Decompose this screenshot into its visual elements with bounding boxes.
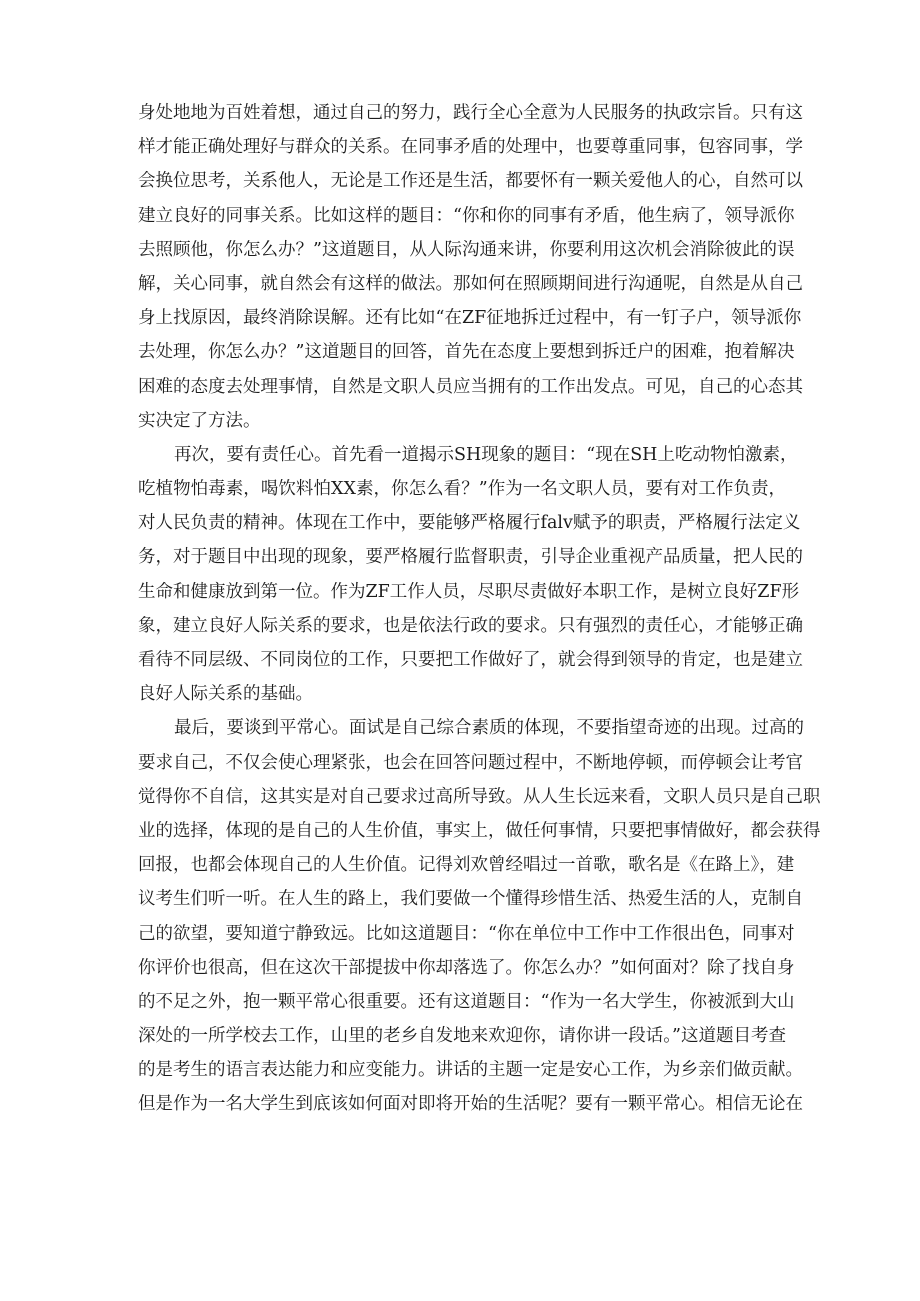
paragraph-line: 再次，要有责任心。首先看一道揭示SH现象的题目：“现在SH上吃动物怕激素， (174, 444, 798, 465)
paragraph-line: 议考生们听一听。在人生的路上，我们要做一个懂得珍惜生活、热爱生活的人，克制自 (138, 889, 803, 910)
paragraph-line: 务，对于题目中出现的现象，要严格履行监督职责，引导企业重视产品质量，把人民的 (138, 547, 803, 568)
paragraph-line: 生命和健康放到第一位。作为ZF工作人员，尽职尽责做好本职工作，是树立良好ZF形 (138, 581, 800, 602)
paragraph-line: 去照顾他，你怎么办？”这道题目，从人际沟通来讲，你要利用这次机会消除彼此的误 (138, 239, 795, 260)
paragraph-line: 的是考生的语言表达能力和应变能力。讲话的主题一定是安心工作，为乡亲们做贡献。 (138, 1060, 803, 1081)
paragraph-line: 但是作为一名大学生到底该如何面对即将开始的生活呢？要有一颗平常心。相信无论在 (138, 1094, 803, 1115)
paragraph-line: 解，关心同事，就自然会有这样的做法。那如何在照顾期间进行沟通呢，自然是从自己 (138, 273, 803, 294)
paragraph-line: 对人民负责的精神。体现在工作中，要能够严格履行falv赋予的职责，严格履行法定义 (138, 513, 801, 534)
paragraph-line: 建立良好的同事关系。比如这样的题目：“你和你的同事有矛盾，他生病了，领导派你 (138, 205, 795, 226)
paragraph-line: 良好人际关系的基础。 (138, 684, 313, 705)
paragraph-line: 困难的态度去处理事情，自然是文职人员应当拥有的工作出发点。可见，自己的心态其 (138, 376, 803, 397)
paragraph-3 (138, 711, 821, 1121)
paragraph-line: 身上找原因，最终消除误解。还有比如“在ZF征地拆迁过程中，有一钉子户，领导派你 (138, 308, 802, 329)
paragraph-line: 觉得你不自信，这其实是对自己要求过高所导致。从人生长远来看，文职人员只是自己职 (138, 786, 821, 807)
paragraph-line: 最后，要谈到平常心。面试是自己综合素质的体现，不要指望奇迹的出现。过高的 (174, 718, 804, 739)
paragraph-line: 回报，也都会体现自己的人生价值。记得刘欢曾经唱过一首歌，歌名是《在路上》，建 (138, 855, 795, 876)
paragraph-line: 吃植物怕毒素，喝饮料怕XX素，你怎么看？”作为一名文职人员，要有对工作负责， (138, 479, 786, 500)
paragraph-2 (138, 438, 803, 712)
paragraph-line: 去处理，你怎么办？”这道题目的回答，首先在态度上要想到拆迁户的困难，抱着解决 (138, 342, 795, 363)
paragraph-line: 样才能正确处理好与群众的关系。在同事矛盾的处理中，也要尊重同事，包容同事，学 (138, 137, 803, 158)
paragraph-line: 象，建立良好人际关系的要求，也是依法行政的要求。只有强烈的责任心，才能够正确 (138, 615, 803, 636)
paragraph-line: 实决定了方法。 (138, 410, 261, 431)
paragraph-line: 要求自己，不仅会使心理紧张，也会在回答问题过程中，不断地停顿，而停顿会让考官 (138, 752, 803, 773)
paragraph-1 (138, 96, 803, 438)
paragraph-line: 你评价也很高，但在这次干部提拔中你却落选了。你怎么办？”如何面对？除了找自身 (138, 957, 795, 978)
paragraph-line: 的不足之外，抱一颗平常心很重要。还有这道题目：“作为一名大学生，你被派到大山 (138, 991, 795, 1012)
paragraph-line: 身处地地为百姓着想，通过自己的努力，践行全心全意为人民服务的执政宗旨。只有这 (138, 103, 803, 123)
paragraph-line: 深处的一所学校去工作，山里的老乡自发地来欢迎你，请你讲一段话。”这道题目考查 (138, 1026, 786, 1047)
paragraph-line: 业的选择，体现的是自己的人生价值，事实上，做任何事情，只要把事情做好，都会获得 (138, 820, 821, 841)
paragraph-line: 己的欲望，要知道宁静致远。比如这道题目：“你在单位中工作中工作很出色，同事对 (138, 923, 795, 944)
paragraph-line: 会换位思考，关系他人，无论是工作还是生活，都要怀有一颗关爱他人的心，自然可以 (138, 171, 803, 192)
paragraph-line: 看待不同层级、不同岗位的工作，只要把工作做好了，就会得到领导的肯定，也是建立 (138, 650, 803, 670)
document-body (138, 96, 821, 1122)
